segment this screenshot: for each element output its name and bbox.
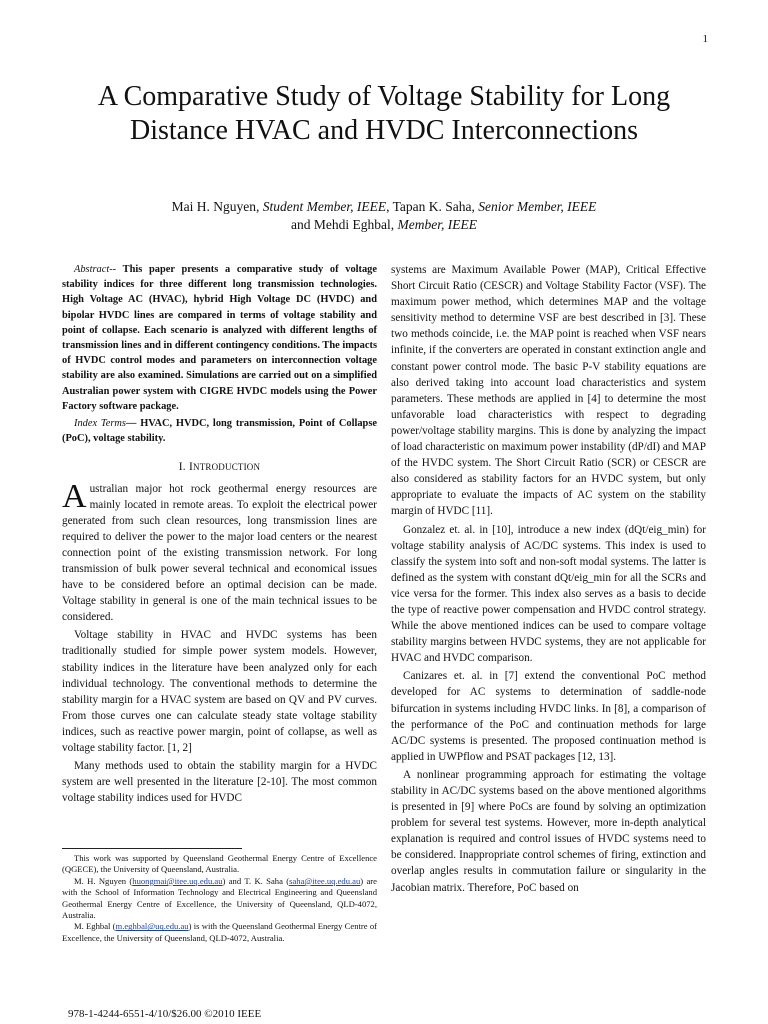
abstract-lead: Abstract-- <box>74 264 117 275</box>
right-column <box>391 262 706 898</box>
abstract <box>62 262 377 414</box>
body-paragraph: Voltage stability in HVAC and HVDC systems has been traditionally studied for simple power system models. However, stability indices in the literature have been analyzed only for each individual technology. The conventional methods to determine the stability margin for a HVAC system are based on QV and PV curves. From those curves one can calculate steady state voltage stability indices, such as reactive power margin, point of collapse, as well as voltage stability factor. [1, 2] <box>62 629 377 755</box>
author-membership: Student Member, IEEE <box>262 199 387 214</box>
drop-cap: A <box>62 477 87 515</box>
footnote-affiliation <box>62 876 377 922</box>
footnote-text: M. H. Nguyen ( <box>74 875 133 886</box>
footnotes <box>62 853 377 944</box>
index-terms-lead: Index Terms <box>74 418 126 430</box>
abstract-text: This paper presents a comparative study of voltage stability indices for three different long transmission technologies. High Voltage AC (HVAC), hybrid High Voltage DC (HVDC) and bipolar HVDC lines are compared in terms of voltage stability and point of collapse. Each scenario is analyzed with different lengths of transmission lines and in different contingency conditions. The impacts of HVDC control modes and parameters on interconnection voltage stability are also examined. Simulations are carried out on a simplified Australian power system with CIGRE HVDC models using the Power Factory software package. <box>62 264 377 412</box>
section-numeral: I. <box>178 461 189 474</box>
footnote-text: ) is with the Queensland Geothermal Energy Centre of Excellence, the University of Queensland, QLD-4072, Australia. <box>62 921 377 943</box>
section-heading <box>62 459 377 475</box>
page-number: 1 <box>702 33 708 45</box>
email-link[interactable]: saha@itee.uq.edu.au <box>289 875 361 886</box>
section-title-initial: I <box>188 461 193 474</box>
index-terms <box>62 416 377 446</box>
author-membership: Member, IEEE <box>397 217 477 232</box>
body-paragraph: A nonlinear programming approach for estimating the voltage stability in AC/DC systems based on the above mentioned algorithms is presented in [9] where PoCs are found by solving an optimization problem for several test systems. However, more in-depth analytical explanation is required and control issues of HVDC systems need to be considered. Inappropriate control schemes of firing, extinction and overlap angles results in commutation failure or singularity in the Jacobian matrix. Therefore, PoC based on <box>391 768 706 894</box>
paragraph-text: ustralian major hot rock geothermal energy resources are mainly located in remote areas. To exploit the electrical power generated from such clean resources, long transmission lines are required to deliver the power to the major load centers or the nearest connection point of the existing transmission network. For long transmission of bulk power several technical and economical issues have to be considered before an optimal decision can be made. Voltage stability in general is one of the main technical issues to be considered. <box>62 482 377 624</box>
left-column <box>62 262 377 808</box>
author-block <box>60 198 708 234</box>
email-link[interactable]: huongmai@itee.uq.edu.au <box>132 875 223 886</box>
section-title-rest: NTRODUCTION <box>193 462 261 473</box>
author-name: and Mehdi Eghbal, <box>291 217 398 232</box>
author-name: Mai H. Nguyen, <box>171 199 263 214</box>
body-paragraph: systems are Maximum Available Power (MAP), Critical Effective Short Circuit Ratio (CESCR) and Voltage Stability Factor (VSF). The maximum power method, which determines MAP and the voltage sensitivity method to determine VSF are best described in [3]. These two methods coincide, i.e. the MAP point is reached when VSF nears infinite, if the converters are operated in constant extinction angle and constant power control mode. The basic P-V stability equations are also derived taking into account load characteristics and system parameters. These methods are applied in [4] to determine the most unfavorable load characteristics with respect to degrading power/voltage stability margins. This is done by analyzing the impact of load characteristic on maximum power instability (dP/dI) and MAP of the HVDC system. The Short Circuit Ratio (SCR) or CESCR are also considered as stability factors for an HVDC system, but only appropriate to evaluate the impacts of AC system on the stability margin of HVDC [11]. <box>391 264 706 518</box>
footnote-divider <box>62 848 242 849</box>
paper-title: A Comparative Study of Voltage Stability for Long Distance HVAC and HVDC Interconnections <box>97 81 671 146</box>
body-paragraph <box>62 477 377 626</box>
index-terms-text: — HVAC, HVDC, long transmission, Point of Collapse (PoC), voltage stability. <box>62 418 377 445</box>
footnote-funding: This work was supported by Queensland Geothermal Energy Centre of Excellence (QGECE), the University of Queensland, Australia. <box>62 853 377 875</box>
footnote-affiliation <box>62 921 377 944</box>
author-name: , Tapan K. Saha, <box>386 199 479 214</box>
email-link[interactable]: m.eghbal@uq.edu.au <box>115 921 189 932</box>
body-paragraph: Gonzalez et. al. in [10], introduce a new index (dQt/eig_min) for voltage stability analysis of AC/DC systems. This index is used to classify the system into soft and non-soft modal systems. The latter is defined as the system with constant dQt/eig_min for all the SCRs and vice versa for the former. This index also serves as a basis to decide the type of reactive power compensation and HVDC control strategy. While the above mentioned indices can be used to compare voltage stability margins between HVDC systems, they are not applicable for HVAC and HVDC comparison. <box>391 523 706 665</box>
footnote-text: ) and T. K. Saha ( <box>222 875 290 886</box>
author-membership: Senior Member, IEEE <box>478 199 597 214</box>
footnote-text: M. Eghbal ( <box>74 921 116 932</box>
body-paragraph: Many methods used to obtain the stability margin for a HVDC system are well presented in the literature [2-10]. The most common voltage stability indices used for HVDC <box>62 760 377 805</box>
copyright-notice: 978-1-4244-6551-4/10/$26.00 ©2010 IEEE <box>68 1008 262 1020</box>
body-paragraph: Canizares et. al. in [7] extend the conventional PoC method developed for AC systems to determination of saddle-node bifurcation in systems including HVDC links. In [8], a comparison of the performance of the PoC and continuation methods for large AC/DC systems is presented. The proposed continuation method is applied in UWPflow and PSAT packages [12, 13]. <box>391 670 706 763</box>
footnote-text: ) are with the School of Information Technology and Electrical Engineering and Queensland Geothermal Energy Centre of Excellence, the University of Queensland, QLD-4072, Australia. <box>62 875 377 921</box>
